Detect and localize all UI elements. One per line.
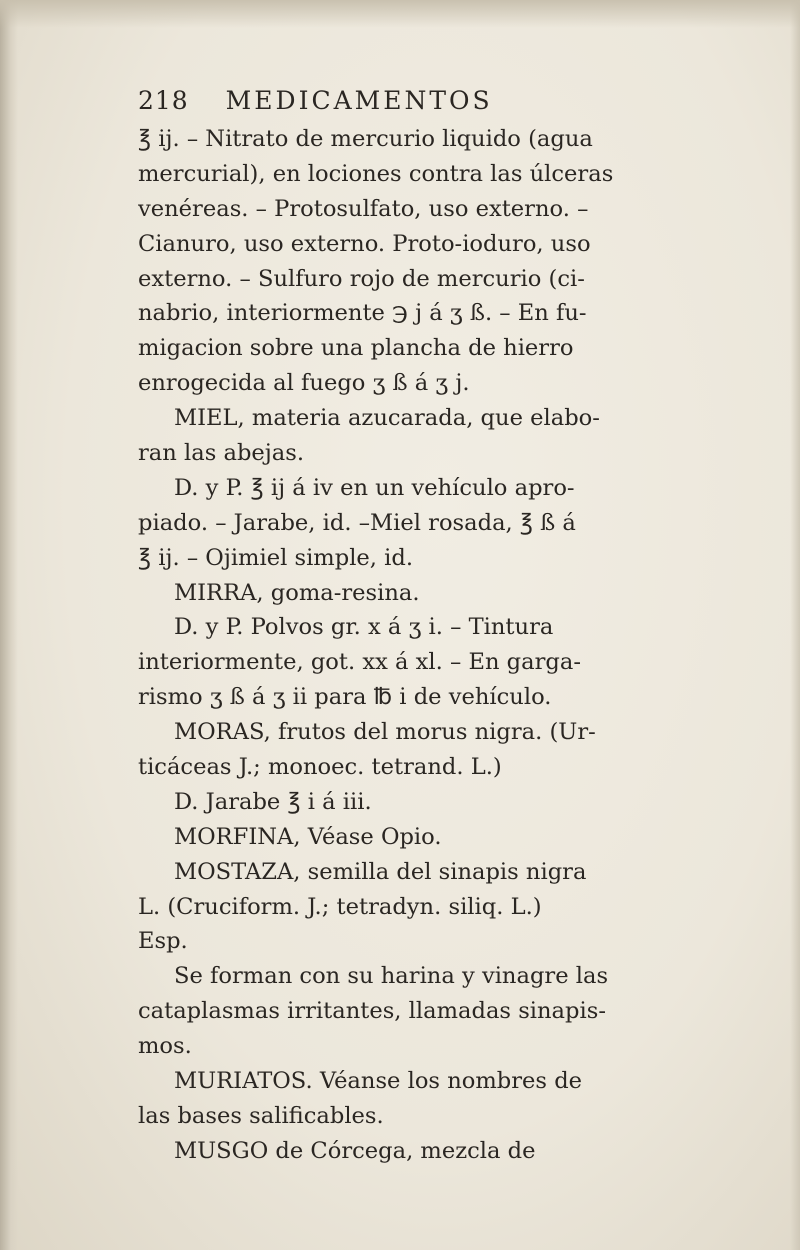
text-line: cataplasmas irritantes, llamadas sinapis- bbox=[138, 998, 606, 1025]
text-line: rismo ʒ ß á ʒ ii para ℔ i de vehículo. bbox=[138, 684, 552, 711]
text-line: las bases salificables. bbox=[138, 1102, 384, 1129]
text-line: mos. bbox=[138, 1033, 192, 1060]
text-line: D. y P. Polvos gr. x á ʒ i. – Tintura bbox=[174, 614, 554, 641]
text-line: ran las abejas. bbox=[138, 440, 305, 467]
entry-heading-line: MURIATOS. Véanse los nombres de bbox=[174, 1068, 583, 1095]
page-top-edge-shadow bbox=[0, 0, 800, 28]
running-head bbox=[138, 86, 678, 115]
entry-heading-line: MORAS, frutos del morus nigra. (Ur- bbox=[174, 719, 596, 746]
running-title: MEDICAMENTOS bbox=[225, 86, 493, 115]
entry-heading-line: MUSGO de Córcega, mezcla de bbox=[174, 1137, 536, 1164]
text-line: L. (Cruciform. J.; tetradyn. siliq. L.) bbox=[138, 893, 542, 920]
text-line: piado. – Jarabe, id. –Miel rosada, ℥ ß á bbox=[138, 509, 576, 536]
entry-heading-line: MIEL, materia azucarada, que elabo- bbox=[174, 405, 600, 432]
text-line: externo. – Sulfuro rojo de mercurio (ci- bbox=[138, 265, 585, 292]
body-text bbox=[138, 122, 698, 1169]
text-line: mercurial), en lociones contra las úlceras bbox=[138, 160, 614, 187]
entry-heading-line: MIRRA, goma-resina. bbox=[174, 579, 420, 606]
text-line: migacion sobre una plancha de hierro bbox=[138, 335, 574, 362]
text-line: nabrio, interiormente ℈ j á ʒ ß. – En fu- bbox=[138, 300, 587, 327]
text-line: interiormente, got. xx á xl. – En garga- bbox=[138, 649, 581, 676]
page-right-edge-shadow bbox=[790, 0, 800, 1250]
page-number: 218 bbox=[138, 86, 189, 115]
entry-heading-line: MORFINA, Véase Opio. bbox=[174, 823, 442, 850]
text-line: ℥ ij. – Ojimiel simple, id. bbox=[138, 544, 414, 571]
text-line: Cianuro, uso externo. Proto-ioduro, uso bbox=[138, 230, 591, 257]
text-line: venéreas. – Protosulfato, uso externo. – bbox=[138, 195, 589, 222]
text-line: ticáceas J.; monoec. tetrand. L.) bbox=[138, 754, 502, 781]
text-line: enrogecida al fuego ʒ ß á ʒ j. bbox=[138, 370, 470, 397]
text-line: ℥ ij. – Nitrato de mercurio liquido (agua bbox=[138, 126, 593, 152]
entry-heading-line: MOSTAZA, semilla del sinapis nigra bbox=[174, 858, 587, 885]
page-left-edge-shadow bbox=[0, 0, 18, 1250]
text-line: D. Jarabe ℥ i á iii. bbox=[174, 788, 372, 815]
text-line: D. y P. ℥ ij á iv en un vehículo apro- bbox=[174, 474, 575, 501]
text-line: Esp. bbox=[138, 928, 188, 955]
text-line: Se forman con su harina y vinagre las bbox=[174, 963, 609, 990]
